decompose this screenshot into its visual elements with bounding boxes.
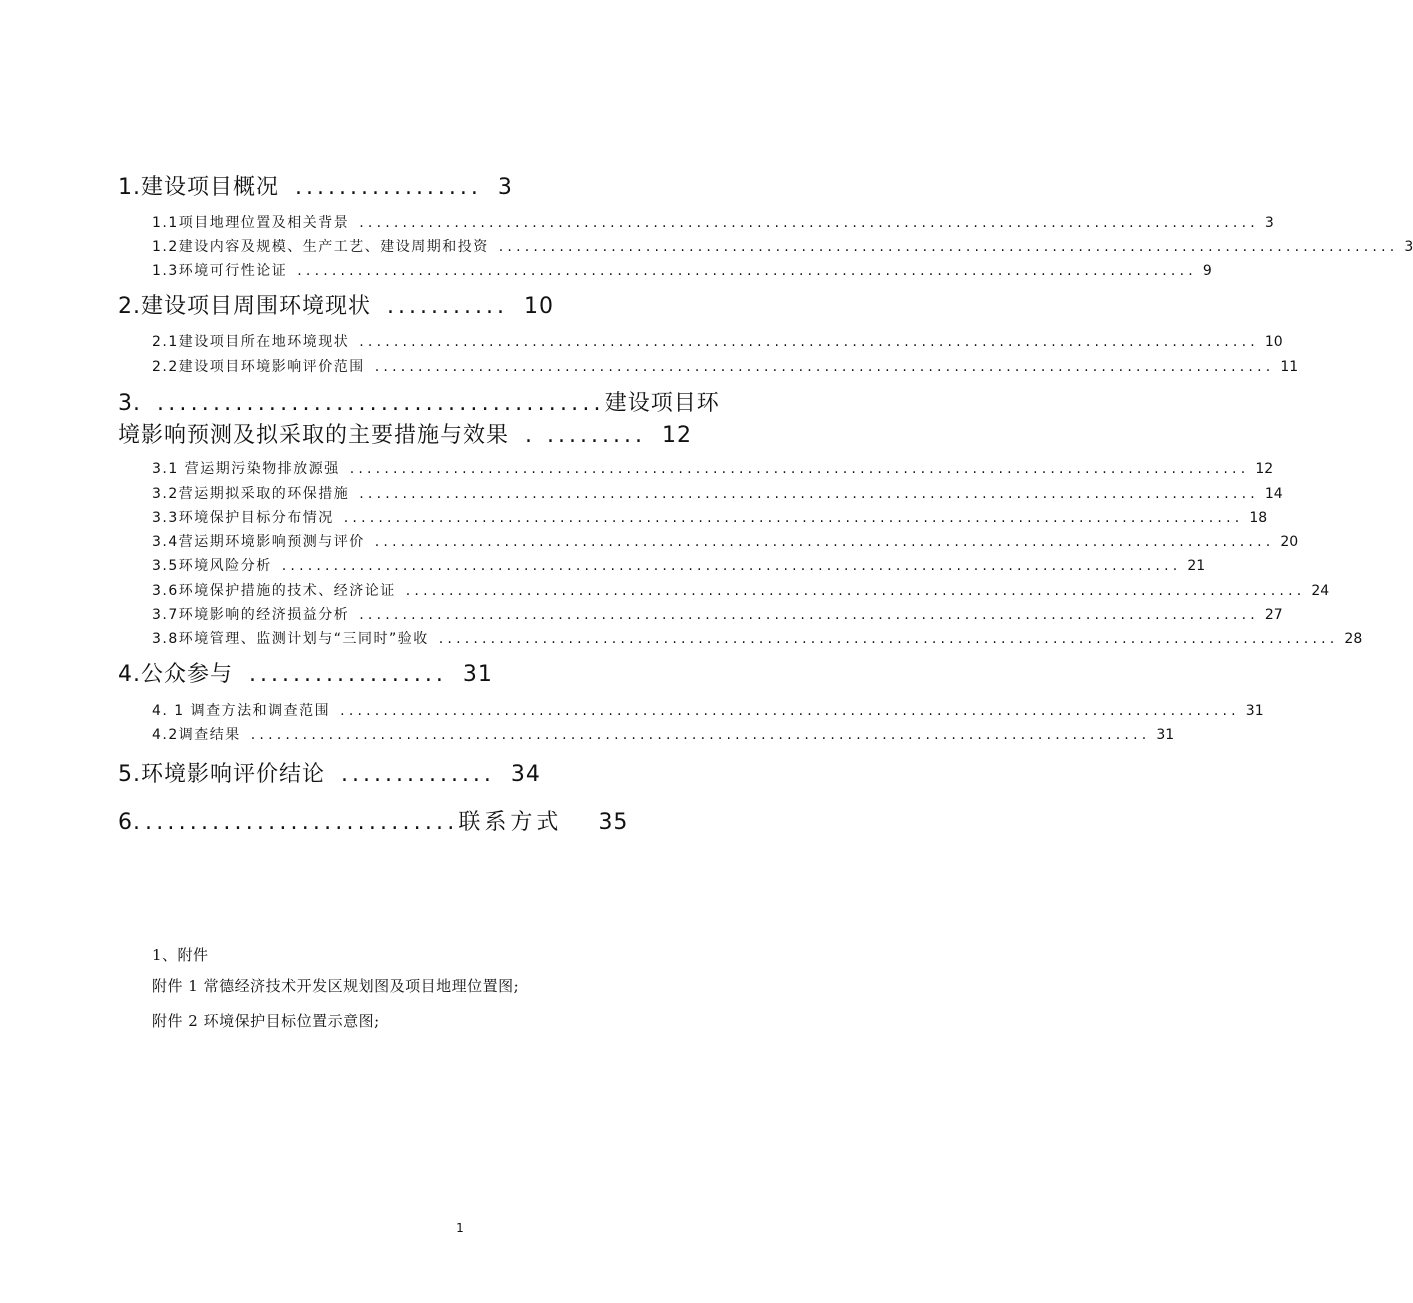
- entry-title: 3.3环境保护目标分布情况: [152, 510, 334, 526]
- toc-section-3-line-1[interactable]: [118, 386, 720, 417]
- section-title: 建设项目概况: [141, 175, 280, 200]
- entry-title: 1.3环境可行性论证: [152, 263, 288, 279]
- annex-item-1: 附件 1 常德经济技术开发区规划图及项目地理位置图;: [152, 977, 520, 995]
- toc-entry-1-3[interactable]: [152, 260, 1212, 280]
- leader-dots: ........................................................................................................: [349, 461, 1250, 477]
- toc-section-6[interactable]: [118, 805, 628, 836]
- leader-dots: . .........: [525, 423, 646, 448]
- entry-page: 18: [1249, 510, 1268, 526]
- leader-dots: ..................: [249, 662, 447, 687]
- leader-dots: ........................................................................................................: [359, 334, 1259, 350]
- section-title: 建设项目周围环境现状: [141, 294, 372, 319]
- leader-dots: ........................................................................................................: [340, 703, 1240, 719]
- section-page: 34: [510, 762, 541, 787]
- leader-dots: ........................................................................................................: [359, 607, 1259, 623]
- leader-dots: ...........: [387, 294, 508, 319]
- entry-page: 21: [1187, 558, 1206, 574]
- section-page: 35: [598, 810, 629, 835]
- toc-section-4[interactable]: [118, 657, 493, 688]
- entry-title: 4. 1 调查方法和调查范围: [152, 703, 331, 719]
- entry-page: 20: [1280, 534, 1299, 550]
- leader-dots: ........................................................................................................: [281, 558, 1182, 574]
- entry-title: 1.2建设内容及规模、生产工艺、建设周期和投资: [152, 239, 489, 255]
- section-title-part-a: 建设项目环: [604, 391, 720, 416]
- toc-entry-2-2[interactable]: [152, 356, 1299, 376]
- toc-entry-1-1[interactable]: [152, 212, 1274, 232]
- entry-title: 3.1 营运期污染物排放源强: [152, 461, 340, 477]
- toc-entry-3-8[interactable]: [152, 628, 1363, 648]
- page-number: 1: [456, 1221, 464, 1235]
- entry-title: 3.4营运期环境影响预测与评价: [152, 534, 365, 550]
- leader-dots: ........................................: [157, 391, 605, 416]
- entry-page: 12: [1255, 461, 1274, 477]
- entry-page: 9: [1202, 263, 1212, 279]
- toc-entry-4-1[interactable]: [152, 700, 1264, 720]
- toc-section-3-line-2[interactable]: [118, 418, 692, 449]
- section-title: 公众参与: [141, 662, 234, 687]
- leader-dots: ........................................................................................................: [498, 239, 1399, 255]
- entry-title: 3.2营运期拟采取的环保措施: [152, 486, 350, 502]
- leader-dots: ........................................................................................................: [343, 510, 1244, 526]
- toc-entry-3-5[interactable]: [152, 555, 1206, 575]
- toc-entry-3-3[interactable]: [152, 507, 1268, 527]
- entry-page: 11: [1280, 359, 1299, 375]
- entry-page: 31: [1156, 727, 1175, 743]
- leader-dots: ........................................................................................................: [405, 583, 1306, 599]
- toc-entry-3-6[interactable]: [152, 580, 1330, 600]
- entry-title: 1.1项目地理位置及相关背景: [152, 215, 350, 231]
- leader-dots: ........................................................................................................: [374, 534, 1275, 550]
- entry-page: 27: [1264, 607, 1283, 623]
- section-number: 6.: [118, 810, 141, 835]
- entry-title: 2.1建设项目所在地环境现状: [152, 334, 350, 350]
- entry-title: 4.2调查结果: [152, 727, 241, 743]
- section-page: 3: [497, 175, 513, 200]
- entry-title: 3.8环境管理、监测计划与“三同时”验收: [152, 631, 429, 647]
- section-title: 联系方式: [458, 810, 563, 835]
- toc-section-2[interactable]: [118, 289, 554, 320]
- leader-dots: ..............: [341, 762, 495, 787]
- toc-entry-3-4[interactable]: [152, 531, 1299, 551]
- entry-title: 3.5环境风险分析: [152, 558, 272, 574]
- entry-title: 2.2建设项目环境影响评价范围: [152, 359, 365, 375]
- entry-page: 3: [1264, 215, 1274, 231]
- section-number: 4.: [118, 662, 141, 687]
- section-number: 5.: [118, 762, 141, 787]
- toc-section-1[interactable]: [118, 170, 513, 201]
- leader-dots: ........................................................................................................: [359, 215, 1259, 231]
- leader-dots: ........................................................................................................: [359, 486, 1259, 502]
- leader-dots: ........................................................................................................: [297, 263, 1197, 279]
- entry-page: 24: [1311, 583, 1330, 599]
- leader-dots: ........................................................................................................: [438, 631, 1339, 647]
- section-title: 环境影响评价结论: [141, 762, 326, 787]
- section-number: 2.: [118, 294, 141, 319]
- toc-entry-2-1[interactable]: [152, 331, 1283, 351]
- section-page: 10: [523, 294, 554, 319]
- section-title-part-b: 境影响预测及拟采取的主要措施与效果: [118, 423, 510, 448]
- toc-section-5[interactable]: [118, 757, 541, 788]
- section-number: 3.: [118, 391, 141, 416]
- entry-page: 14: [1264, 486, 1283, 502]
- entry-page: 3: [1404, 239, 1413, 255]
- section-page: 12: [661, 423, 692, 448]
- entry-title: 3.6环境保护措施的技术、经济论证: [152, 583, 396, 599]
- section-number: 1.: [118, 175, 141, 200]
- toc-entry-3-1[interactable]: [152, 458, 1274, 478]
- toc-entry-3-2[interactable]: [152, 483, 1283, 503]
- annex-heading: 1、附件: [152, 946, 209, 964]
- leader-dots: ........................................................................................................: [374, 359, 1275, 375]
- entry-page: 28: [1344, 631, 1363, 647]
- leader-dots: .................: [295, 175, 482, 200]
- leader-dots: ........................................................................................................: [250, 727, 1151, 743]
- leader-dots: ............................: [145, 810, 459, 835]
- section-page: 31: [462, 662, 493, 687]
- annex-item-2: 附件 2 环境保护目标位置示意图;: [152, 1012, 380, 1030]
- toc-entry-4-2[interactable]: [152, 724, 1175, 744]
- toc-entry-3-7[interactable]: [152, 604, 1283, 624]
- toc-entry-1-2[interactable]: [152, 236, 1413, 256]
- entry-title: 3.7环境影响的经济损益分析: [152, 607, 350, 623]
- entry-page: 10: [1264, 334, 1283, 350]
- entry-page: 31: [1245, 703, 1264, 719]
